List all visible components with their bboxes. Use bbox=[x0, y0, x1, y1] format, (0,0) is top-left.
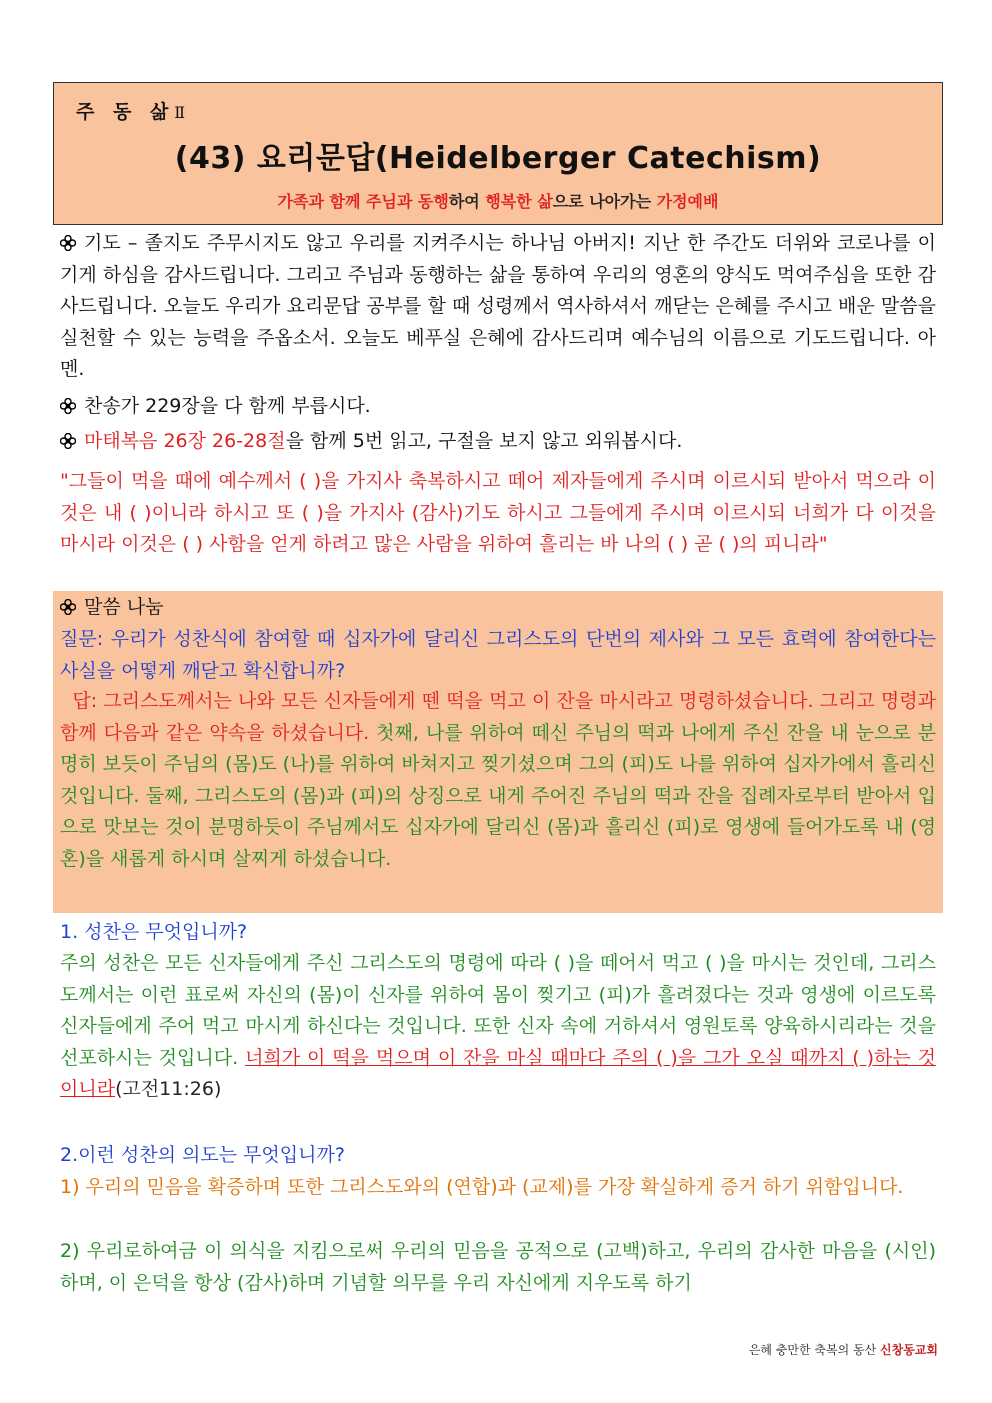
header-box bbox=[53, 82, 943, 225]
footer-church: 신창동교회 bbox=[880, 1343, 938, 1357]
series-roman: Ⅱ bbox=[174, 103, 186, 122]
subtitle-part: 가족과 함께 bbox=[277, 192, 366, 211]
footer-motto: 은혜 충만한 축복의 동산 bbox=[748, 1343, 881, 1357]
q1-answer-text: 주의 성찬은 모든 신자들에게 주신 그리스도의 명령에 따라 ( )을 떼어서 먹고 ( )을 마시는 것인데, 그리스도께서는 이런 표로써 자신의 (몸)이 신자를 위하여 몸이 찢기고 (피)가 흘려졌다는 것과 영생에 이르도록 신자들에게 주어 먹고 마시게 하신다는 것입니다. 또한 신자 속에 거하셔서 영원토록 양육하시리라는 것을 선포하시는 것입니다. bbox=[60, 952, 936, 1069]
q1-heading: 1. 성찬은 무엇입니까? bbox=[60, 921, 248, 943]
subtitle-part: 행복한 삶 bbox=[485, 192, 553, 211]
flower-icon bbox=[60, 235, 76, 251]
page-title: (43) 요리문답(Heidelberger Catechism) bbox=[174, 141, 822, 176]
sharing-heading-text: 말씀 나눔 bbox=[84, 596, 164, 618]
subtitle-part: 가정예배 bbox=[656, 192, 719, 211]
flower-icon bbox=[60, 398, 76, 414]
sharing-heading bbox=[60, 592, 936, 624]
prayer-text: 기도 – 졸지도 주무시지도 않고 우리를 지켜주시는 하나님 아버지! 지난 한 주간도 더위와 코로나를 이기게 하심을 감사드립니다. 그리고 주님과 동행하는 삶을 통하여 우리의 영혼의 양식도 먹여주심을 또한 감사드립니다. 오늘도 우리가 요리문답 공부를 할 때 성령께서 역사하셔서 깨닫는 은혜를 주시고 배운 말씀을 실천할 수 있는 능력을 주옵소서. 오늘도 베푸실 은혜에 감사드리며 예수님의 이름으로 기도드립니다. 아멘. bbox=[60, 232, 936, 380]
q1-verse: 너희가 이 떡을 먹으며 이 잔을 마실 때마다 주의 ( )을 그가 오실 때까지 ( )하는 것이니라 bbox=[60, 1046, 936, 1100]
q2-heading: 2.이런 성찬의 의도는 무엇입니까? bbox=[60, 1144, 345, 1166]
flower-icon bbox=[60, 433, 76, 449]
subtitle-part: 하여 bbox=[448, 192, 486, 211]
scripture-instruction-text: 을 함께 5번 읽고, 구절을 보지 않고 외워봅시다. bbox=[285, 430, 683, 452]
scripture-instruction bbox=[60, 426, 936, 458]
flower-icon bbox=[60, 599, 76, 615]
sharing-question: 질문: 우리가 성찬식에 참여할 때 십자가에 달리신 그리스도의 단번의 제사와 그 모든 효력에 참여한다는 사실을 어떻게 깨닫고 확신합니까? bbox=[60, 628, 936, 682]
q1-verse-ref: (고전11:26) bbox=[115, 1078, 222, 1100]
scripture-verse: "그들이 먹을 때에 예수께서 ( )을 가지사 축복하시고 떼어 제자들에게 주시며 이르시되 받아서 먹으라 이것은 내 ( )이니라 하시고 또 ( )을 가지사 (감사)기도 하시고 그들에게 주시며 이르시되 너희가 다 이것을 마시라 이것은 ( ) 사함을 얻게 하려고 많은 사람을 위하여 흘리는 바 나의 ( ) 곧 ( )의 피니라" bbox=[60, 470, 936, 555]
series-label-text: 주 동 삶 bbox=[76, 101, 175, 123]
subtitle-part: 으로 나아가는 bbox=[552, 192, 657, 211]
answer-red-text: 답: 그리스도께서는 나와 모든 신자들에게 뗀 떡을 먹고 이 잔을 마시라고 명령하셨습니다. 그리고 명령과 함께 다음과 같은 약속을 하셨습니다. bbox=[60, 690, 943, 744]
q1-answer bbox=[60, 948, 936, 1106]
series-label bbox=[76, 97, 185, 124]
sharing-answer bbox=[60, 686, 943, 875]
q2-item-2: 2) 우리로하여금 이 의식을 지킴으로써 우리의 믿음을 공적으로 (고백)하고, 우리의 감사한 마음을 (시인)하며, 이 은덕을 항상 (감사)하며 기념할 의무를 우리 자신에게 지우도록 하기 bbox=[60, 1240, 936, 1294]
subtitle-part: 주님과 동행 bbox=[365, 192, 449, 211]
hymn-paragraph bbox=[60, 391, 936, 423]
hymn-text: 찬송가 229장을 다 함께 부릅시다. bbox=[84, 395, 371, 417]
footer bbox=[749, 1341, 938, 1358]
answer-green-text: 첫째, 나를 위하여 떼신 주님의 떡과 나에게 주신 잔을 내 눈으로 분명히 보듯이 주님의 (몸)도 (나)를 위하여 바쳐지고 찢기셨으며 그의 (피)도 나를 위하여 십자가에서 흘리신 것입니다. 둘째, 그리스도의 (몸)과 (피)의 상징으로 내게 주어진 주님의 떡과 잔을 집례자로부터 받아서 입으로 맛보는 것이 분명하듯이 주님께서도 십자가에 달리신 (몸)과 흘리신 (피)로 영생에 들어가도록 내 (영혼)을 새롭게 하시며 살찌게 하셨습니다. bbox=[60, 721, 943, 870]
subtitle bbox=[54, 189, 942, 212]
scripture-reference: 마태복음 26장 26-28절 bbox=[84, 430, 286, 452]
prayer-paragraph bbox=[60, 228, 936, 386]
q2-item-1: 1) 우리의 믿음을 확증하며 또한 그리스도와의 (연합)과 (교제)를 가장 확실하게 증거 하기 위함입니다. bbox=[60, 1176, 904, 1198]
